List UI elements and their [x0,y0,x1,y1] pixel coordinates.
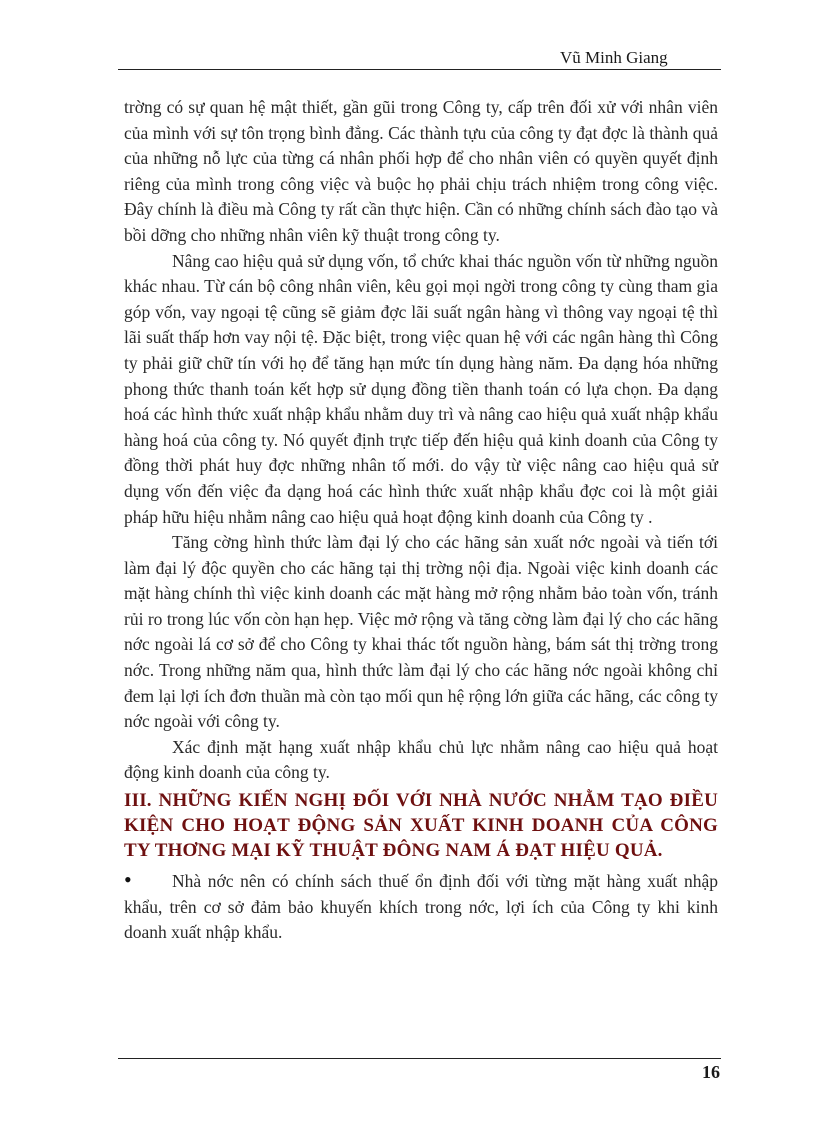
paragraph-3: Tăng cờng hình thức làm đại lý cho các hãng sản xuất nớc ngoài và tiến tới làm đại lý độc quyền cho các hãng tại thị trờng nội địa. Ngoài việc kinh doanh các mặt hàng chính thì việc kinh doanh các mặt hàng mở rộng nhằm bảo toàn vốn, tránh rủi ro trong lúc vốn còn hạn hẹp. Việc mở rộng và tăng cờng làm đại lý cho các hãng nớc ngoài lá cơ sở để cho Công ty khai thác tốt nguồn hàng, bám sát thị trờng trong nớc. Trong những năm qua, hình thức làm đại lý cho các hãng nớc ngoài không chỉ đem lại lợi ích đơn thuần mà còn tạo mối qun hệ rộng lớn giữa các hãng, các công ty nớc ngoài với công ty. [124,532,718,732]
paragraph-4: Xác định mặt hạng xuất nhập khẩu chủ lực nhằm nâng cao hiệu quả hoạt động kinh doanh của công ty. [124,736,718,783]
bullet-text: Nhà nớc nên có chính sách thuế ổn định đối với từng mặt hàng xuất nhập khẩu, trên cơ sở đảm bảo khuyến khích trong nớc, lợi ích của Công ty khi kinh doanh xuất nhập khẩu. [124,871,718,943]
section-heading: III. NHỮNG KIẾN NGHỊ ĐỐI VỚI NHÀ NƯỚC NHẰM TẠO ĐIỀU KIỆN CHO HOẠT ĐỘNG SẢN XUẤT KINH DOANH CỦA CÔNG TY THƠNG MẠI KỸ THUẬT ĐÔNG NAM Á ĐẠT HIỆU QUẢ. [124,790,718,862]
footer-divider [118,1058,721,1059]
paragraph-1: trờng có sự quan hệ mật thiết, gần gũi trong Công ty, cấp trên đối xử với nhân viên của mình với sự tôn trọng bình đẳng. Các thành tựu của công ty đạt đợc là thành quả của những nỗ lực của từng cá nhân phối hợp để cho nhân viên có quyền quyết định riêng của mình trong công việc và buộc họ phải chịu trách nhiệm trong công việc. Đây chính là điều mà Công ty rất cần thực hiện. Cần có những chính sách đào tạo và bồi dỡng cho những nhân viên kỹ thuật trong công ty. [124,97,718,245]
page-number: 16 [702,1062,720,1082]
bullet-item [124,869,718,946]
header-author: Vũ Minh Giang [560,48,668,67]
paragraph-2: Nâng cao hiệu quả sử dụng vốn, tổ chức khai thác nguồn vốn từ những nguồn khác nhau. Từ cán bộ công nhân viên, kêu gọi mọi ngời trong công ty cùng tham gia góp vốn, vay ngoại tệ cũng sẽ giảm đợc lãi suất ngân hàng vì thông vay ngoại tệ thì lãi suất thấp hơn vay nội tệ. Đặc biệt, trong việc quan hệ với các ngân hàng thì Công ty phải giữ chữ tín với họ để tăng hạn mức tín dụng hàng năm. Đa dạng hóa những phong thức thanh toán kết hợp sử dụng đồng tiền thanh toán có lựa chọn. Đa dạng hoá các hình thức xuất nhập khẩu nhằm duy trì và nâng cao hiệu quả xuất nhập khẩu hàng hoá của công ty. Nó quyết định trực tiếp đến hiệu quả kinh doanh của Công ty đồng thời phát huy đợc những nhân tố mới. do vậy từ việc nâng cao hiệu quả sử dụng vốn đến việc đa dạng hoá các hình thức xuất nhập khẩu đợc coi là một giải pháp hữu hiệu nhằm nâng cao hiệu quả hoạt động kinh doanh của Công ty . [124,250,718,527]
bullet-icon: • [124,867,132,893]
page-body [124,95,718,946]
header-divider [118,69,721,70]
